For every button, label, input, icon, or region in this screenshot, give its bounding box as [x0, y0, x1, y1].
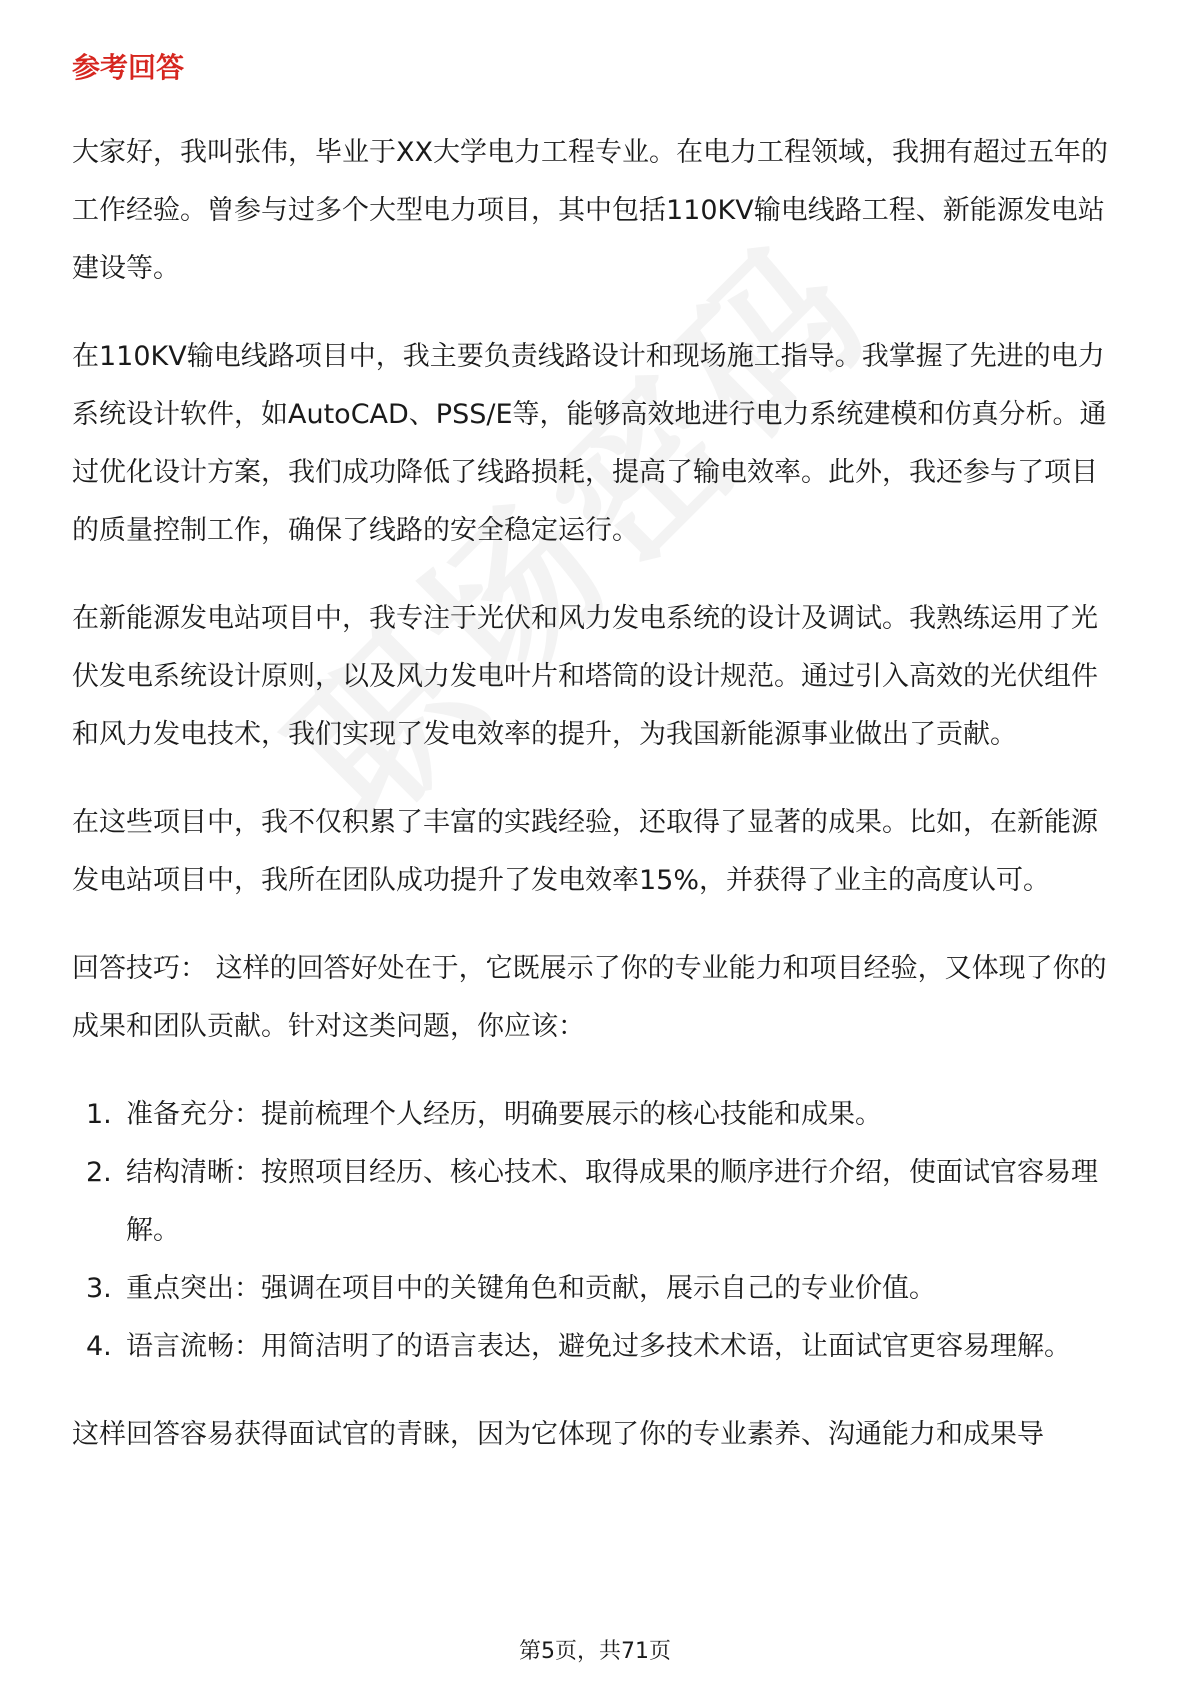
answer-tips-paragraph: 回答技巧： 这样的回答好处在于，它既展示了你的专业能力和项目经验，又体现了你的成果和团队贡献。针对这类问题，你应该：	[72, 953, 1107, 1042]
transmission-project-paragraph: 在110KV输电线路项目中，我主要负责线路设计和现场施工指导。我掌握了先进的电力系统设计软件，如AutoCAD、PSS/E等，能够高效地进行电力系统建模和仿真分析。通过优化设计方案，我们成功降低了线路损耗，提高了输电效率。此外，我还参与了项目的质量控制工作，确保了线路的安全稳定运行。	[72, 341, 1107, 546]
tip-number: 2.	[86, 1157, 112, 1188]
tip-number: 1.	[86, 1099, 112, 1130]
section-heading: 参考回答	[72, 51, 185, 84]
tips-list	[72, 1086, 1120, 1376]
tip-item	[72, 1260, 1120, 1318]
page-footer: 第5页，共71页	[519, 1639, 671, 1664]
closing-paragraph: 这样回答容易获得面试官的青睐，因为它体现了你的专业素养、沟通能力和成果导	[72, 1419, 1044, 1450]
tip-text: 准备充分：提前梳理个人经历，明确要展示的核心技能和成果。	[126, 1099, 882, 1130]
achievements-paragraph: 在这些项目中，我不仅积累了丰富的实践经验，还取得了显著的成果。比如，在新能源发电站项目中，我所在团队成功提升了发电效率15%，并获得了业主的高度认可。	[72, 807, 1098, 896]
tip-text: 结构清晰：按照项目经历、核心技术、取得成果的顺序进行介绍，使面试官容易理解。	[126, 1157, 1098, 1246]
tip-item	[72, 1086, 1120, 1144]
new-energy-project-paragraph: 在新能源发电站项目中，我专注于光伏和风力发电系统的设计及调试。我熟练运用了光伏发电系统设计原则，以及风力发电叶片和塔筒的设计规范。通过引入高效的光伏组件和风力发电技术，我们实现了发电效率的提升，为我国新能源事业做出了贡献。	[72, 603, 1098, 750]
tip-item	[72, 1318, 1120, 1376]
tip-number: 3.	[86, 1273, 112, 1304]
tip-text: 重点突出：强调在项目中的关键角色和贡献，展示自己的专业价值。	[126, 1273, 936, 1304]
intro-paragraph: 大家好，我叫张伟，毕业于XX大学电力工程专业。在电力工程领域，我拥有超过五年的工作经验。曾参与过多个大型电力项目，其中包括110KV输电线路工程、新能源发电站建设等。	[72, 137, 1108, 284]
tip-item	[72, 1144, 1120, 1260]
tip-text: 语言流畅：用简洁明了的语言表达，避免过多技术术语，让面试官更容易理解。	[126, 1331, 1071, 1362]
tip-number: 4.	[86, 1331, 112, 1362]
document-body	[72, 48, 1120, 1494]
